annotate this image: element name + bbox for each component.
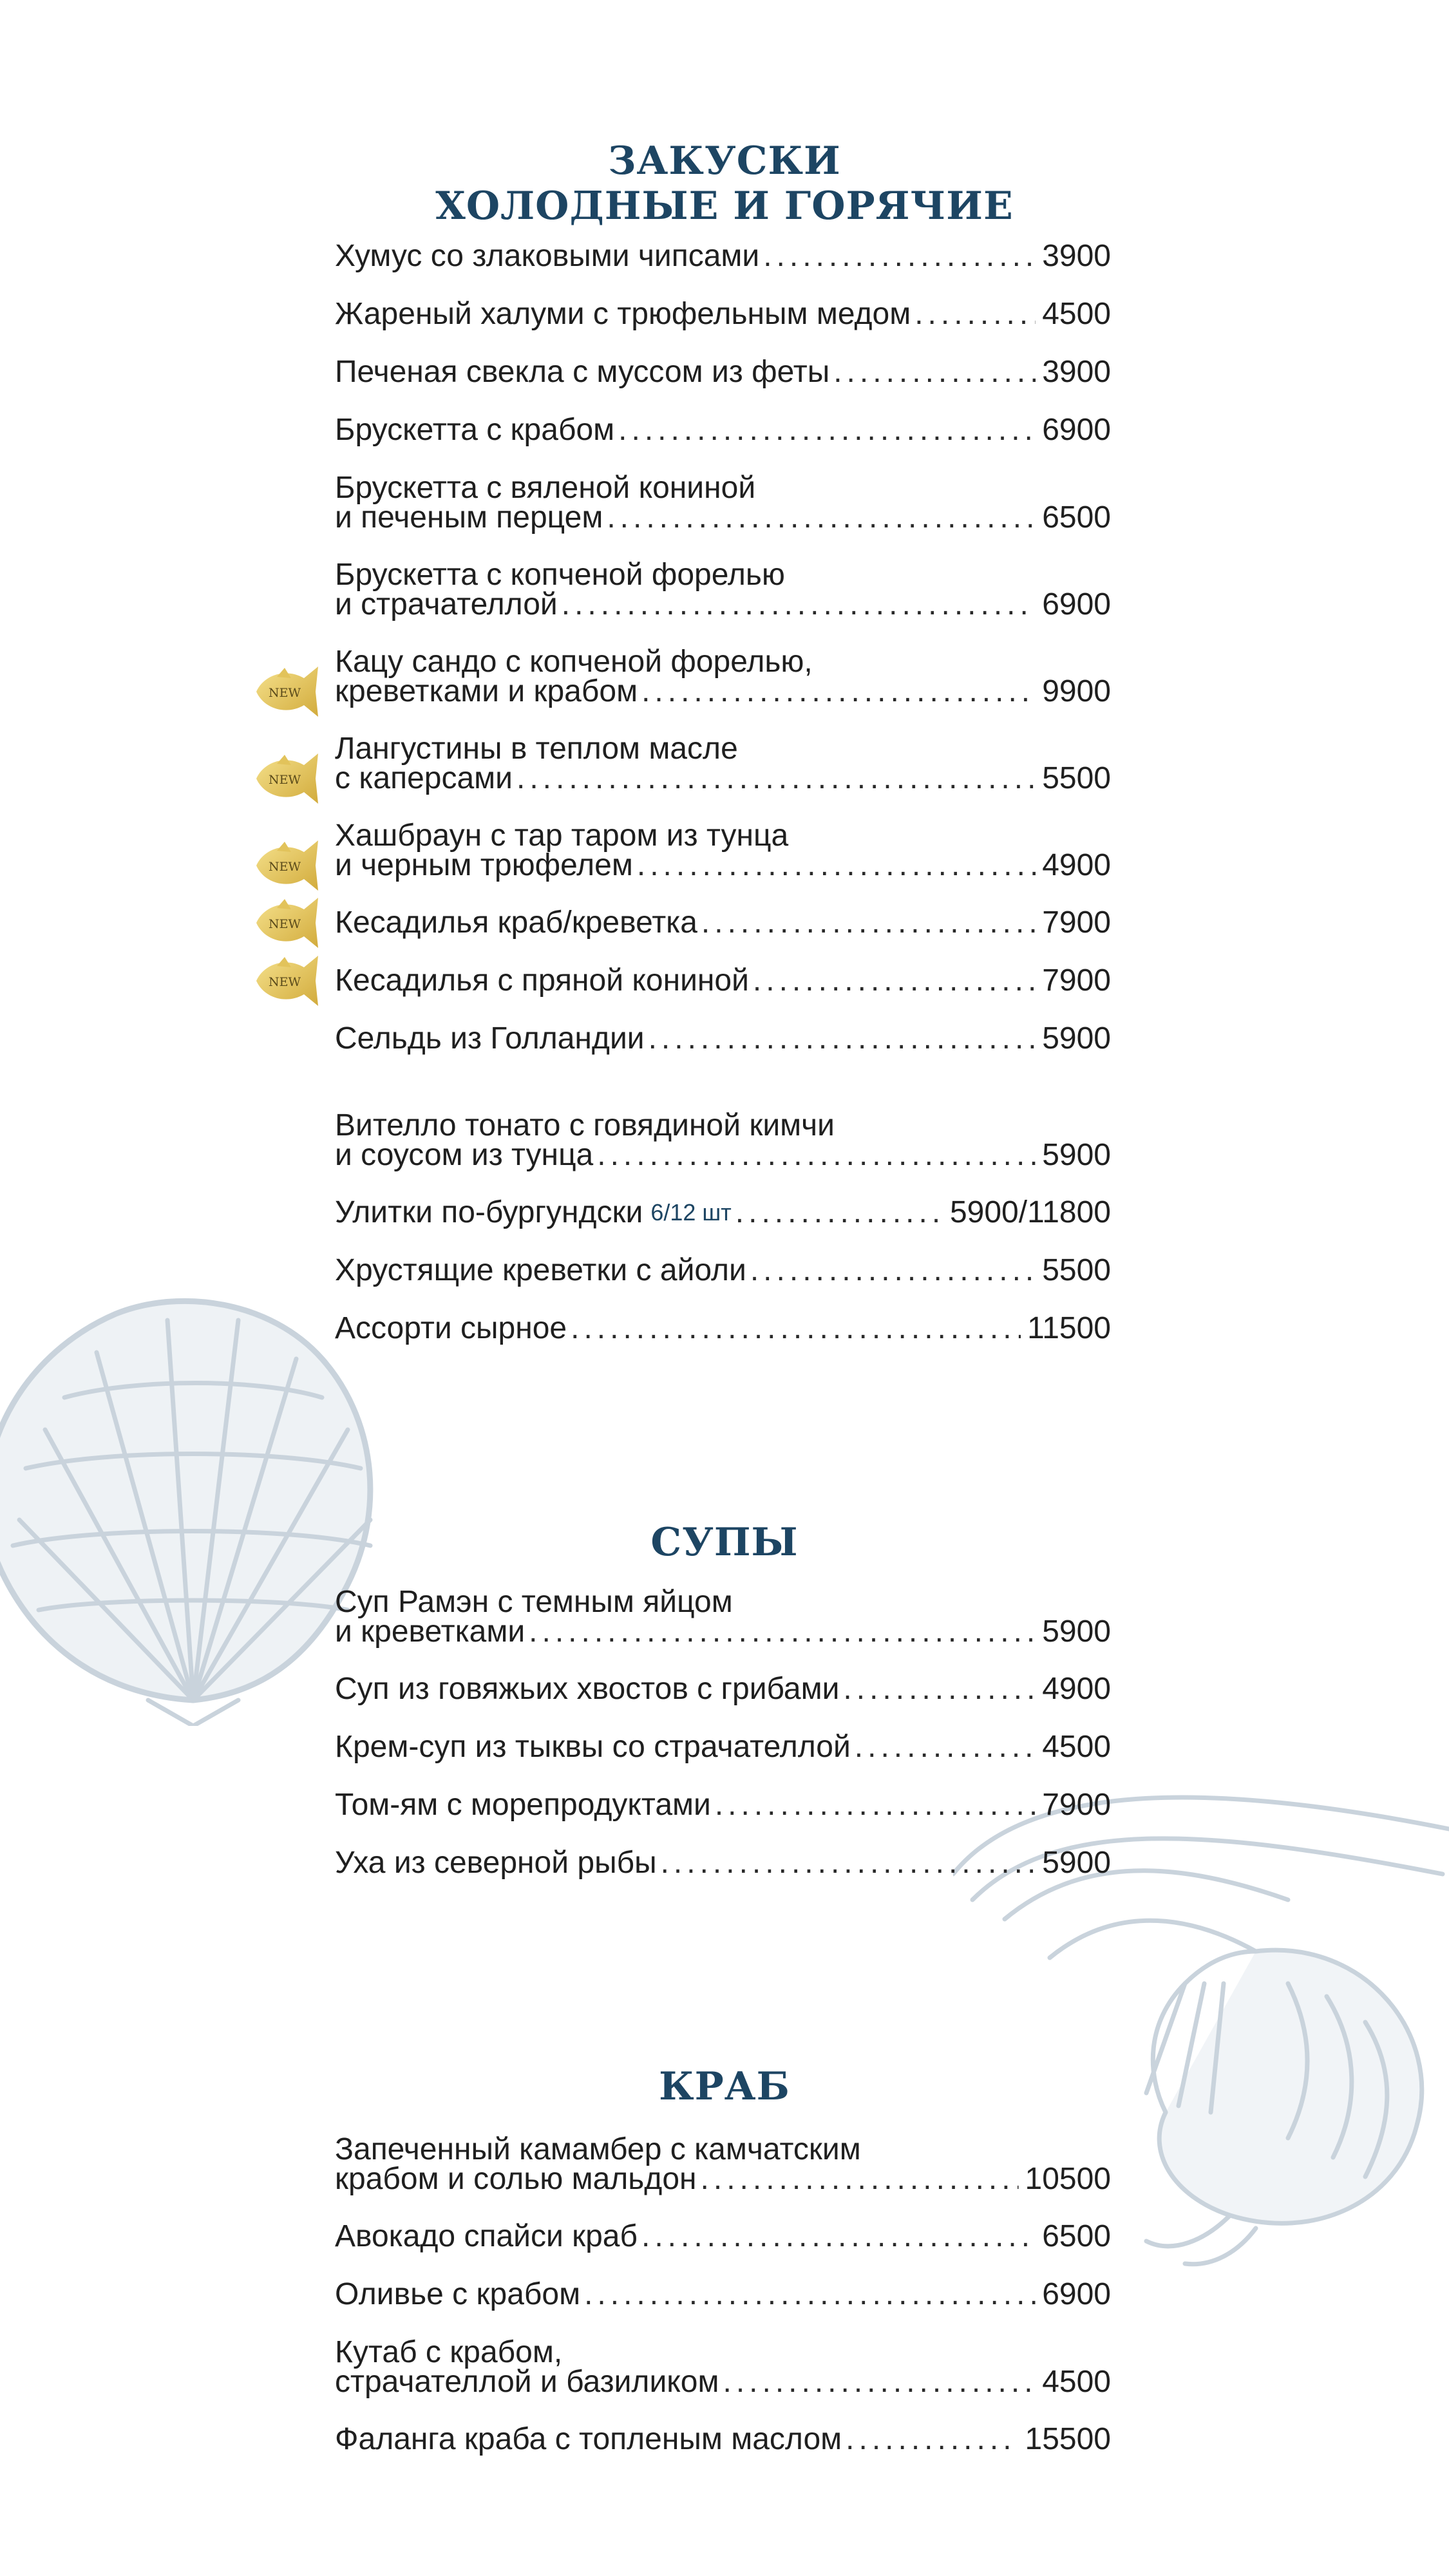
menu-item-row bbox=[335, 357, 1111, 387]
menu-item-row bbox=[335, 1848, 1111, 1878]
menu-item-name: Крем-суп из тыквы со страчателлой bbox=[335, 1730, 851, 1764]
dot-leader bbox=[833, 357, 1036, 387]
menu-item-price: 15500 bbox=[1025, 2422, 1111, 2456]
menu-item-row bbox=[335, 2219, 1111, 2253]
menu-item-name: страчателлой и базиликом bbox=[335, 2365, 719, 2399]
dot-leader bbox=[649, 1024, 1036, 1054]
menu-item-name: с каперсами bbox=[335, 761, 513, 795]
dot-leader bbox=[846, 2425, 1018, 2454]
menu-item-price: 6500 bbox=[1042, 2219, 1111, 2253]
fish-badge-icon bbox=[251, 894, 327, 952]
menu-item-name: и черным трюфелем bbox=[335, 848, 633, 882]
svg-text:NEW: NEW bbox=[268, 917, 301, 931]
fish-badge-icon bbox=[251, 750, 327, 808]
menu-item-name-line: Брускетта с копченой форелью bbox=[335, 558, 785, 592]
svg-text:NEW: NEW bbox=[268, 860, 301, 874]
dot-leader bbox=[723, 2367, 1036, 2397]
menu-item bbox=[335, 1587, 1111, 1647]
menu-item bbox=[335, 2132, 1111, 2196]
menu-item bbox=[335, 239, 1111, 273]
fish-badge-icon bbox=[251, 952, 327, 1010]
menu-item bbox=[335, 473, 1111, 533]
menu-item-price: 5500 bbox=[1042, 1253, 1111, 1287]
menu-item bbox=[268, 963, 1111, 998]
menu-item-price: 7900 bbox=[1042, 905, 1111, 940]
dot-leader bbox=[607, 503, 1036, 533]
menu-item-price: 4500 bbox=[1042, 2365, 1111, 2399]
menu-item-row bbox=[335, 415, 1111, 445]
menu-item bbox=[268, 645, 1111, 708]
menu-item-row bbox=[335, 1195, 1111, 1229]
menu-item-name: Фаланга краба с топленым маслом bbox=[335, 2422, 842, 2456]
menu-item-name-line: Кутаб с крабом, bbox=[335, 2335, 563, 2369]
menu-item-price: 6900 bbox=[1042, 587, 1111, 621]
dot-leader bbox=[516, 764, 1036, 793]
menu-item-price: 10500 bbox=[1025, 2162, 1111, 2196]
menu-item bbox=[335, 1790, 1111, 1820]
menu-item-row bbox=[335, 674, 1111, 708]
menu-item-price: 5500 bbox=[1042, 761, 1111, 795]
menu-item-name: Сельдь из Голландии bbox=[335, 1021, 645, 1056]
menu-item-name: Хрустящие креветки с айоли bbox=[335, 1253, 746, 1287]
menu-item-price: 9900 bbox=[1042, 674, 1111, 708]
dot-leader bbox=[855, 1732, 1036, 1762]
menu-item-name: Авокадо спайси краб bbox=[335, 2219, 638, 2253]
svg-text:NEW: NEW bbox=[268, 975, 301, 989]
section-title-line: СУПЫ bbox=[650, 1520, 799, 1565]
dot-leader bbox=[763, 242, 1036, 271]
menu-item bbox=[335, 2219, 1111, 2253]
menu-item-price: 6900 bbox=[1042, 413, 1111, 447]
menu-item-row bbox=[335, 1617, 1111, 1647]
menu-item-row bbox=[335, 963, 1111, 998]
menu-item-price: 6500 bbox=[1042, 500, 1111, 535]
menu-item-name: и страчателлой bbox=[335, 587, 558, 621]
dot-leader bbox=[571, 1314, 1021, 1343]
dot-leader bbox=[914, 299, 1036, 329]
dot-leader bbox=[735, 1198, 943, 1227]
dot-leader bbox=[750, 1256, 1036, 1285]
menu-item-quantity: 6/12 шт bbox=[650, 1199, 732, 1226]
svg-text:NEW: NEW bbox=[268, 686, 301, 700]
fish-badge-icon bbox=[251, 663, 327, 721]
dot-leader bbox=[597, 1141, 1036, 1170]
menu-item-row bbox=[335, 905, 1111, 940]
menu-item-name: крабом и солью мальдон bbox=[335, 2162, 697, 2196]
dot-leader bbox=[637, 851, 1036, 880]
menu-item-name-line: Хашбраун с тар таром из тунца bbox=[335, 819, 789, 853]
menu-item bbox=[335, 1195, 1111, 1229]
menu-item bbox=[335, 1848, 1111, 1878]
menu-item-name-line: Кацу сандо с копченой форелью, bbox=[335, 645, 813, 679]
menu-item-row bbox=[335, 1790, 1111, 1820]
menu-item-row bbox=[335, 1311, 1111, 1345]
section-title-line: ХОЛОДНЫЕ И ГОРЯЧИЕ bbox=[435, 184, 1014, 229]
menu-item-name: Печеная свекла с муссом из феты bbox=[335, 355, 830, 389]
menu-item bbox=[335, 299, 1111, 329]
menu-item-price: 4500 bbox=[1042, 297, 1111, 331]
dot-leader bbox=[641, 2222, 1036, 2251]
menu-item-name-line: Лангустины в теплом масле bbox=[335, 732, 738, 766]
menu-item-name: Оливье с крабом bbox=[335, 2277, 581, 2311]
menu-item-price: 5900 bbox=[1042, 1615, 1111, 1649]
menu-item-row bbox=[335, 587, 1111, 621]
dot-leader bbox=[753, 966, 1036, 996]
menu-item bbox=[335, 1732, 1111, 1762]
menu-item-name: Кесадилья краб/креветка bbox=[335, 905, 697, 940]
dot-leader bbox=[641, 677, 1036, 706]
menu-item bbox=[335, 1108, 1111, 1172]
menu-item bbox=[335, 1253, 1111, 1287]
menu-item bbox=[268, 819, 1111, 882]
dot-leader bbox=[584, 2280, 1036, 2309]
section-title-line: КРАБ bbox=[659, 2064, 790, 2109]
menu-item-name: Уха из северной рыбы bbox=[335, 1846, 657, 1880]
section-title-line: ЗАКУСКИ bbox=[608, 138, 841, 184]
menu-item-row bbox=[335, 2164, 1111, 2194]
menu-item-row bbox=[335, 2277, 1111, 2311]
menu-item-name: Жареный халуми с трюфельным медом bbox=[335, 297, 911, 331]
scallop-shell-icon bbox=[0, 1275, 386, 1726]
menu-item bbox=[335, 1674, 1111, 1704]
menu-item-price: 4900 bbox=[1042, 1672, 1111, 1706]
menu-item-name: Улитки по-бургундски bbox=[335, 1195, 643, 1229]
fish-badge-icon bbox=[251, 837, 327, 895]
menu-item-name: Суп из говяжьих хвостов с грибами bbox=[335, 1672, 840, 1706]
menu-item bbox=[335, 1311, 1111, 1345]
menu-item-price: 3900 bbox=[1042, 239, 1111, 273]
menu-item bbox=[335, 415, 1111, 445]
menu-item-price: 4500 bbox=[1042, 1730, 1111, 1764]
section-title bbox=[0, 138, 1449, 229]
menu-item-price: 5900 bbox=[1042, 1021, 1111, 1056]
menu-item-name-line: Запеченный камамбер с камчатским bbox=[335, 2132, 861, 2166]
menu-item-row bbox=[335, 1674, 1111, 1704]
dot-leader bbox=[562, 590, 1036, 620]
section-title bbox=[0, 2064, 1449, 2109]
dot-leader bbox=[661, 1848, 1036, 1878]
menu-item-price: 11500 bbox=[1027, 1311, 1111, 1345]
dot-leader bbox=[715, 1790, 1036, 1820]
dot-leader bbox=[529, 1617, 1036, 1647]
menu-item-row bbox=[335, 299, 1111, 329]
menu-item-name: Кесадилья с пряной кониной bbox=[335, 963, 749, 998]
menu-item-price: 7900 bbox=[1042, 963, 1111, 998]
menu-item-row bbox=[335, 239, 1111, 273]
dot-leader bbox=[843, 1674, 1036, 1704]
menu-item-name: Брускетта с крабом bbox=[335, 413, 615, 447]
menu-item-row bbox=[335, 1732, 1111, 1762]
menu-item bbox=[335, 560, 1111, 620]
menu-item-name: Ассорти сырное bbox=[335, 1311, 567, 1345]
dot-leader bbox=[618, 415, 1036, 445]
menu-item-name: и соусом из тунца bbox=[335, 1138, 594, 1172]
menu-item-price: 4900 bbox=[1042, 848, 1111, 882]
menu-item-row bbox=[335, 761, 1111, 795]
menu-item-row bbox=[335, 2367, 1111, 2397]
menu-item-row bbox=[335, 1138, 1111, 1172]
menu-item-price: 7900 bbox=[1042, 1788, 1111, 1822]
menu-item-name: Хумус со злаковыми чипсами bbox=[335, 239, 760, 273]
menu-item-price: 3900 bbox=[1042, 355, 1111, 389]
menu-item bbox=[268, 732, 1111, 795]
menu-item-row bbox=[335, 1021, 1111, 1056]
menu-item bbox=[335, 357, 1111, 387]
menu-item bbox=[335, 2335, 1111, 2399]
menu-item bbox=[268, 905, 1111, 940]
menu-item-name: и креветками bbox=[335, 1615, 526, 1649]
menu-item bbox=[335, 1021, 1111, 1056]
dot-leader bbox=[701, 2164, 1019, 2194]
menu-item-name: и печеным перцем bbox=[335, 500, 603, 535]
menu-item-price: 6900 bbox=[1042, 2277, 1111, 2311]
menu-item-name: Том-ям с морепродуктами bbox=[335, 1788, 711, 1822]
menu-item-name-line: Брускетта с вяленой кониной bbox=[335, 471, 756, 505]
menu-item-row bbox=[335, 848, 1111, 882]
menu-item bbox=[335, 2277, 1111, 2311]
menu-item-price: 5900/11800 bbox=[949, 1195, 1111, 1229]
dot-leader bbox=[701, 908, 1036, 938]
menu-item-row bbox=[335, 500, 1111, 535]
menu-item bbox=[335, 2422, 1111, 2456]
menu-item-row bbox=[335, 2422, 1111, 2456]
menu-item-price: 5900 bbox=[1042, 1846, 1111, 1880]
menu-item-price: 5900 bbox=[1042, 1138, 1111, 1172]
menu-item-name-line: Суп Рамэн с темным яйцом bbox=[335, 1585, 733, 1619]
menu-item-row bbox=[335, 1253, 1111, 1287]
menu-item-name-line: Вителло тонато с говядиной кимчи bbox=[335, 1108, 835, 1142]
menu-item-name: креветками и крабом bbox=[335, 674, 638, 708]
section-title bbox=[0, 1520, 1449, 1565]
svg-text:NEW: NEW bbox=[268, 773, 301, 787]
